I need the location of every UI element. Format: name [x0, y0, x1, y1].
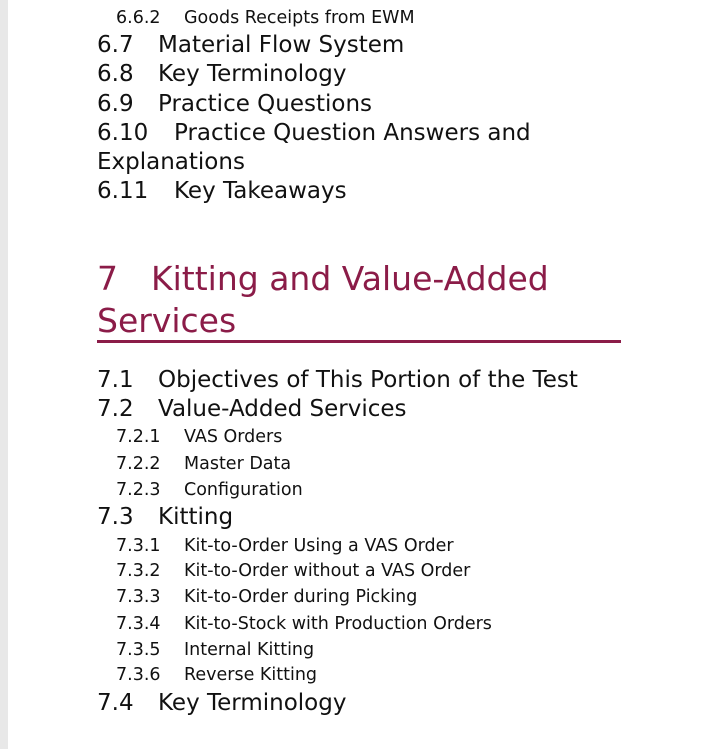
toc-number: 7.3.3	[116, 587, 161, 607]
toc-number: 7.1	[97, 367, 134, 393]
toc-label: Value-Added Services	[158, 396, 407, 422]
toc-label: Key Terminology	[158, 61, 347, 87]
chapter-heading[interactable]	[97, 258, 621, 342]
toc-number: 6.11	[97, 178, 149, 204]
toc-item-7-3-5[interactable]	[116, 637, 314, 663]
toc-item-6-9[interactable]	[97, 90, 372, 119]
toc-label: Master Data	[184, 454, 292, 474]
toc-item-7-2[interactable]	[97, 395, 407, 424]
toc-number: 7.4	[97, 690, 134, 716]
toc-item-7-2-1[interactable]	[116, 424, 282, 450]
toc-item-7-3[interactable]	[97, 503, 233, 532]
toc-item-7-3-1[interactable]	[116, 533, 454, 559]
toc-item-6-6-2[interactable]	[116, 5, 415, 31]
toc-label: Reverse Kitting	[184, 665, 318, 685]
toc-label: VAS Orders	[184, 427, 283, 447]
toc-label: Practice Question Answers and	[174, 120, 531, 146]
toc-label: Internal Kitting	[184, 640, 315, 660]
toc-item-7-1[interactable]	[97, 366, 578, 395]
toc-number: 7.3.5	[116, 640, 161, 660]
toc-number: 7.2.1	[116, 427, 161, 447]
toc-item-6-8[interactable]	[97, 60, 346, 89]
toc-number: 7.2	[97, 396, 134, 422]
toc-item-7-3-2[interactable]	[116, 558, 470, 584]
toc-number: 6.9	[97, 91, 134, 117]
toc-number: 6.6.2	[116, 8, 161, 28]
toc-number: 7.3.2	[116, 561, 161, 581]
toc-item-7-3-3[interactable]	[116, 584, 417, 610]
toc-label: Kitting	[158, 504, 234, 530]
toc-item-7-3-4[interactable]	[116, 611, 492, 637]
toc-label: Material Flow System	[158, 32, 405, 58]
toc-number: 6.8	[97, 61, 134, 87]
chapter-title-line2: Services	[97, 301, 237, 340]
toc-item-7-2-2[interactable]	[116, 451, 291, 477]
toc-label: Kit-to-Stock with Production Orders	[184, 614, 492, 634]
toc-number: 6.7	[97, 32, 134, 58]
toc-number: 7.2.2	[116, 454, 161, 474]
toc-label: Kit-to-Order without a VAS Order	[184, 561, 471, 581]
chapter-rule	[97, 340, 621, 343]
toc-item-6-7[interactable]	[97, 31, 404, 60]
toc-label: Configuration	[184, 480, 303, 500]
toc-label: Objectives of This Portion of the Test	[158, 367, 578, 393]
toc-item-6-10[interactable]	[97, 119, 531, 148]
toc-number: 7.3	[97, 504, 134, 530]
chapter-number: 7	[97, 259, 118, 298]
toc-label: Key Terminology	[158, 690, 347, 716]
toc-number: 7.3.1	[116, 536, 161, 556]
toc-number: 7.3.4	[116, 614, 161, 634]
toc-item-7-3-6[interactable]	[116, 662, 317, 688]
toc-label-continuation[interactable]: Explanations	[97, 149, 245, 175]
toc-number: 7.2.3	[116, 480, 161, 500]
toc-number: 6.10	[97, 120, 149, 146]
toc-label: Key Takeaways	[174, 178, 347, 204]
toc-label: Kit-to-Order during Picking	[184, 587, 418, 607]
toc-label: Practice Questions	[158, 91, 373, 117]
toc-item-7-2-3[interactable]	[116, 477, 303, 503]
toc-label: Goods Receipts from EWM	[184, 8, 415, 28]
chapter-title-line1: Kitting and Value-Added	[151, 259, 549, 298]
toc-label: Kit-to-Order Using a VAS Order	[184, 536, 454, 556]
toc-number: 7.3.6	[116, 665, 161, 685]
toc-item-6-11[interactable]	[97, 177, 347, 206]
toc-item-7-4[interactable]	[97, 689, 346, 718]
